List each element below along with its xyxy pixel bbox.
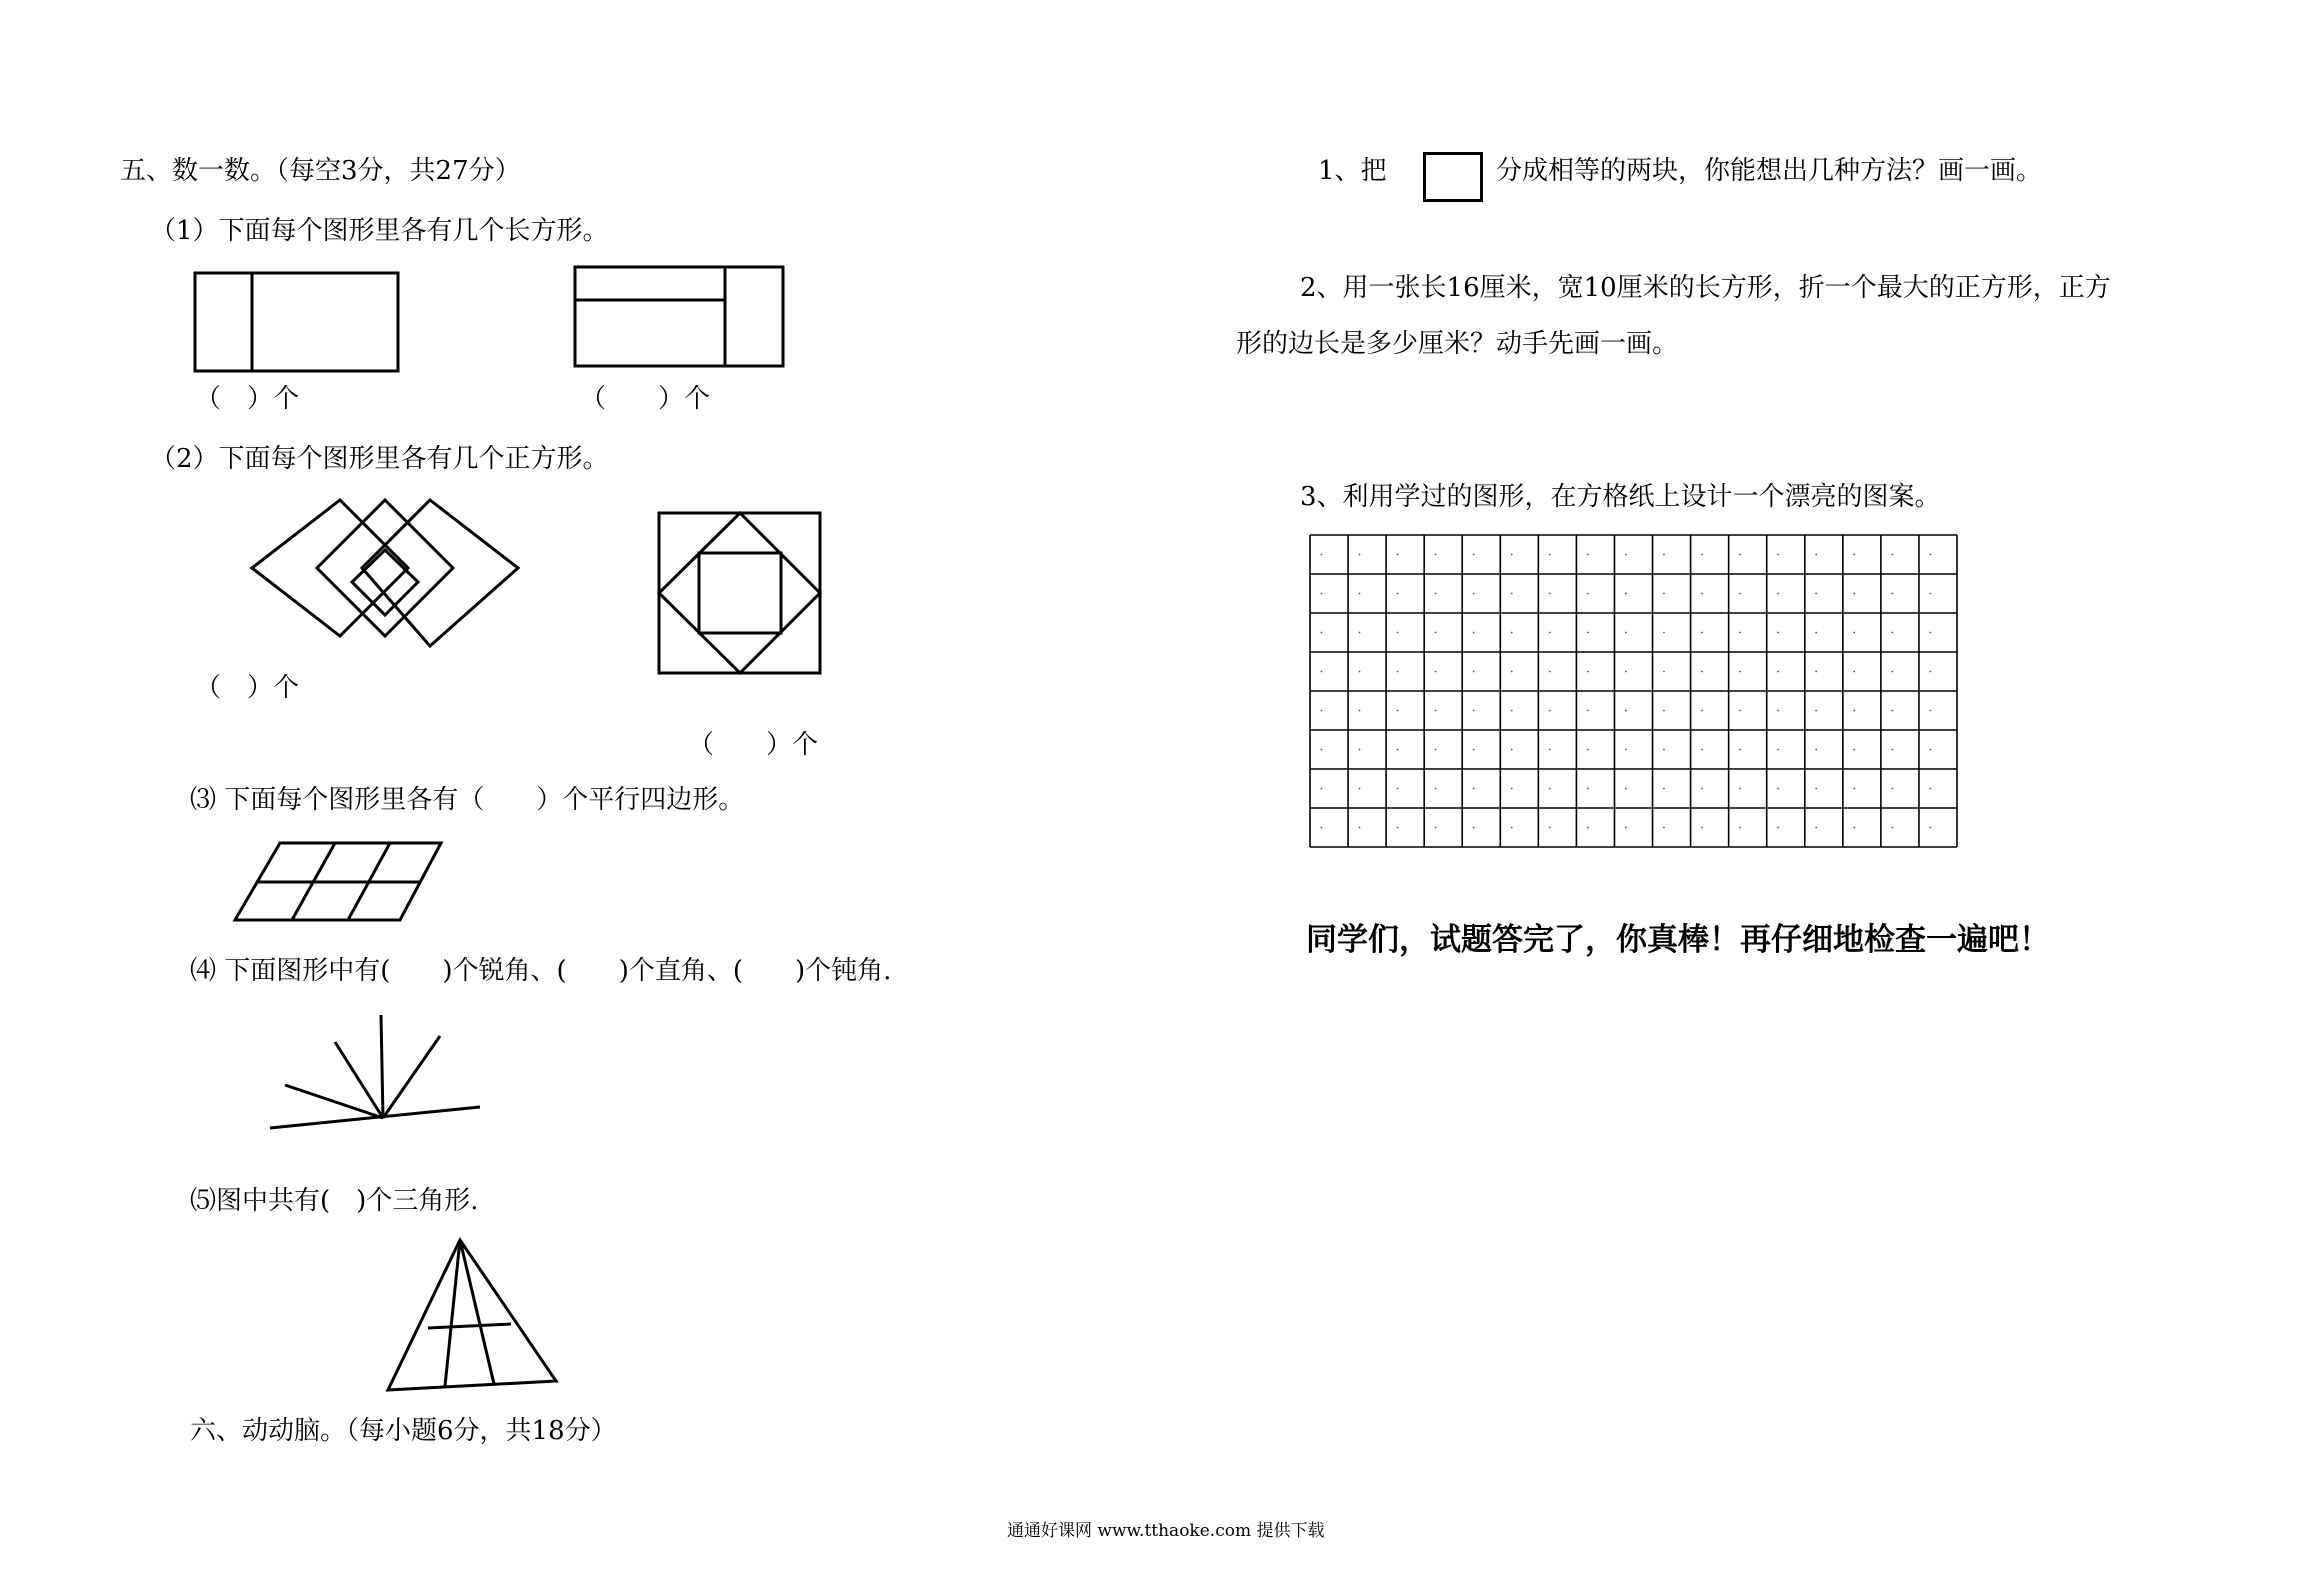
grid-dot <box>1625 554 1627 556</box>
grid-dot <box>1739 593 1741 595</box>
grid-dot <box>1587 554 1589 556</box>
grid-dot <box>1321 554 1323 556</box>
grid-dot <box>1701 593 1703 595</box>
grid-dot <box>1359 827 1361 829</box>
grid-dot <box>1359 632 1361 634</box>
grid-dot <box>1587 710 1589 712</box>
grid-dot <box>1511 749 1513 751</box>
grid-dot <box>1397 632 1399 634</box>
q5-triangles-figure <box>380 1235 565 1395</box>
grid-dot <box>1891 710 1893 712</box>
grid-dot <box>1891 554 1893 556</box>
grid-dot <box>1815 710 1817 712</box>
grid-dot <box>1815 593 1817 595</box>
grid-dot <box>1625 710 1627 712</box>
grid-dot <box>1435 749 1437 751</box>
grid-dot <box>1625 671 1627 673</box>
grid-dot <box>1853 827 1855 829</box>
grid-dot <box>1701 671 1703 673</box>
grid-dot <box>1853 671 1855 673</box>
grid-dot <box>1739 749 1741 751</box>
grid-dot <box>1397 554 1399 556</box>
grid-dot <box>1473 554 1475 556</box>
grid-dot <box>1625 632 1627 634</box>
grid-dot <box>1435 827 1437 829</box>
q1-figure-b <box>570 262 790 372</box>
q3-prompt: ⑶ 下面每个图形里各有（ ）个平行四边形。 <box>190 785 745 815</box>
grid-dot <box>1663 788 1665 790</box>
grid-dot <box>1701 749 1703 751</box>
section6-title: 六、动动脑。（每小题6分，共18分） <box>190 1416 617 1446</box>
grid-dot <box>1739 554 1741 556</box>
grid-dot <box>1435 788 1437 790</box>
grid-dot <box>1777 593 1779 595</box>
grid-dot <box>1587 749 1589 751</box>
grid-dot <box>1853 749 1855 751</box>
grid-dot <box>1321 788 1323 790</box>
grid-dot <box>1929 671 1931 673</box>
grid-dot <box>1891 749 1893 751</box>
grid-dot <box>1549 827 1551 829</box>
q1-figure-a <box>190 268 410 378</box>
grid-dot <box>1359 710 1361 712</box>
q1-answer-b: （ ）个 <box>580 384 711 414</box>
grid-dot <box>1435 710 1437 712</box>
grid-dot <box>1473 593 1475 595</box>
grid-dot <box>1625 749 1627 751</box>
grid-dot <box>1929 749 1931 751</box>
grid-dot <box>1701 554 1703 556</box>
grid-dot <box>1891 827 1893 829</box>
grid-dot <box>1549 788 1551 790</box>
grid-dot <box>1663 593 1665 595</box>
grid-dot <box>1815 827 1817 829</box>
grid-dot <box>1397 827 1399 829</box>
grid-dot <box>1359 593 1361 595</box>
grid-dot <box>1777 632 1779 634</box>
grid-dot <box>1701 632 1703 634</box>
grid-dot <box>1739 788 1741 790</box>
grid-dot <box>1739 632 1741 634</box>
grid-dot <box>1359 554 1361 556</box>
grid-dot <box>1663 749 1665 751</box>
q4-prompt: ⑷ 下面图形中有( )个锐角、( )个直角、( )个钝角. <box>190 956 892 986</box>
grid-dot <box>1549 593 1551 595</box>
grid-dot <box>1397 710 1399 712</box>
q1-prompt: （1）下面每个图形里各有几个长方形。 <box>150 216 609 246</box>
grid-dot <box>1663 554 1665 556</box>
closing-message: 同学们，试题答完了，你真棒！再仔细地检查一遍吧！ <box>1306 922 2050 958</box>
q1-answer-a: （ ）个 <box>195 384 300 414</box>
grid-dot <box>1473 710 1475 712</box>
grid-dot <box>1359 749 1361 751</box>
grid-dot <box>1587 632 1589 634</box>
grid-dot <box>1625 827 1627 829</box>
grid-dot <box>1473 827 1475 829</box>
grid-dot <box>1321 593 1323 595</box>
section5-title: 五、数一数。（每空3分，共27分） <box>120 156 521 186</box>
grid-dot <box>1435 632 1437 634</box>
grid-dot <box>1853 593 1855 595</box>
grid-dot <box>1435 554 1437 556</box>
q2-answer-b: （ ）个 <box>688 730 819 760</box>
grid-dot <box>1321 827 1323 829</box>
grid-dot <box>1549 710 1551 712</box>
grid-dot <box>1587 827 1589 829</box>
grid-dot <box>1815 788 1817 790</box>
grid-dot <box>1777 710 1779 712</box>
q4-angles-figure <box>265 1010 490 1140</box>
grid-dot <box>1473 632 1475 634</box>
grid-dot <box>1359 671 1361 673</box>
grid-dot <box>1663 710 1665 712</box>
grid-dot <box>1853 788 1855 790</box>
grid-dot <box>1815 749 1817 751</box>
grid-dot <box>1891 593 1893 595</box>
grid-dot <box>1663 671 1665 673</box>
grid-dot <box>1359 788 1361 790</box>
grid-dot <box>1321 710 1323 712</box>
grid-dot <box>1929 593 1931 595</box>
s6-q2-line1: 2、用一张长16厘米，宽10厘米的长方形，折一个最大的正方形，正方 <box>1300 273 2111 303</box>
grid-dot <box>1625 593 1627 595</box>
q3-parallelogram-figure <box>230 838 450 928</box>
grid-dot <box>1549 632 1551 634</box>
grid-dot <box>1511 671 1513 673</box>
grid-dot <box>1473 671 1475 673</box>
grid-dot <box>1815 632 1817 634</box>
grid-dot <box>1397 593 1399 595</box>
grid-dot <box>1815 554 1817 556</box>
grid-dot <box>1929 632 1931 634</box>
grid-dot <box>1625 788 1627 790</box>
grid-dot <box>1701 710 1703 712</box>
grid-dot <box>1701 788 1703 790</box>
s6-q1-pre: 1、把 <box>1318 156 1387 186</box>
grid-dot <box>1397 749 1399 751</box>
grid-dot <box>1663 632 1665 634</box>
grid-dot <box>1511 827 1513 829</box>
grid-dot <box>1929 710 1931 712</box>
grid-dot <box>1473 749 1475 751</box>
s6-q2-line2: 形的边长是多少厘米？动手先画一画。 <box>1236 329 1679 359</box>
grid-dot <box>1511 710 1513 712</box>
grid-dot <box>1929 554 1931 556</box>
footer-credit: 通通好课网 www.tthaoke.com 提供下载 <box>1007 1521 1325 1541</box>
q5-prompt: ⑸图中共有( )个三角形. <box>190 1186 479 1216</box>
grid-dot <box>1929 827 1931 829</box>
grid-dot <box>1777 749 1779 751</box>
grid-dot <box>1435 593 1437 595</box>
grid-dot <box>1397 788 1399 790</box>
grid-dot <box>1511 632 1513 634</box>
s6-q1-square-figure <box>1423 152 1483 202</box>
grid-dot <box>1739 671 1741 673</box>
q2-figure-a <box>240 490 540 660</box>
q2-figure-b <box>655 505 835 680</box>
grid-dot <box>1777 554 1779 556</box>
grid-dot <box>1853 710 1855 712</box>
grid-dot <box>1853 554 1855 556</box>
grid-dot <box>1777 671 1779 673</box>
grid-dot <box>1435 671 1437 673</box>
grid-dot <box>1853 632 1855 634</box>
grid-dot <box>1511 554 1513 556</box>
grid-dot <box>1511 788 1513 790</box>
grid-dot <box>1473 788 1475 790</box>
grid-dot <box>1777 827 1779 829</box>
grid-dot <box>1587 788 1589 790</box>
grid-dot <box>1739 827 1741 829</box>
design-grid-paper[interactable] <box>1308 533 1963 853</box>
grid-dot <box>1663 827 1665 829</box>
grid-dot <box>1321 749 1323 751</box>
s6-q1-post: 分成相等的两块，你能想出几种方法？画一画。 <box>1496 156 2043 186</box>
grid-dot <box>1511 593 1513 595</box>
grid-dot <box>1929 788 1931 790</box>
grid-dot <box>1397 671 1399 673</box>
s6-q3-prompt: 3、利用学过的图形，在方格纸上设计一个漂亮的图案。 <box>1300 482 1941 512</box>
grid-dot <box>1587 671 1589 673</box>
grid-dot <box>1739 710 1741 712</box>
grid-dot <box>1701 827 1703 829</box>
grid-dot <box>1549 749 1551 751</box>
grid-dot <box>1777 788 1779 790</box>
grid-dot <box>1549 554 1551 556</box>
grid-dot <box>1321 671 1323 673</box>
q2-prompt: （2）下面每个图形里各有几个正方形。 <box>150 444 609 474</box>
grid-dot <box>1549 671 1551 673</box>
grid-dot <box>1891 671 1893 673</box>
grid-dot <box>1587 593 1589 595</box>
grid-dot <box>1891 632 1893 634</box>
grid-dot <box>1891 788 1893 790</box>
grid-dot <box>1321 632 1323 634</box>
q2-answer-a: （ ）个 <box>195 673 300 703</box>
grid-dot <box>1815 671 1817 673</box>
